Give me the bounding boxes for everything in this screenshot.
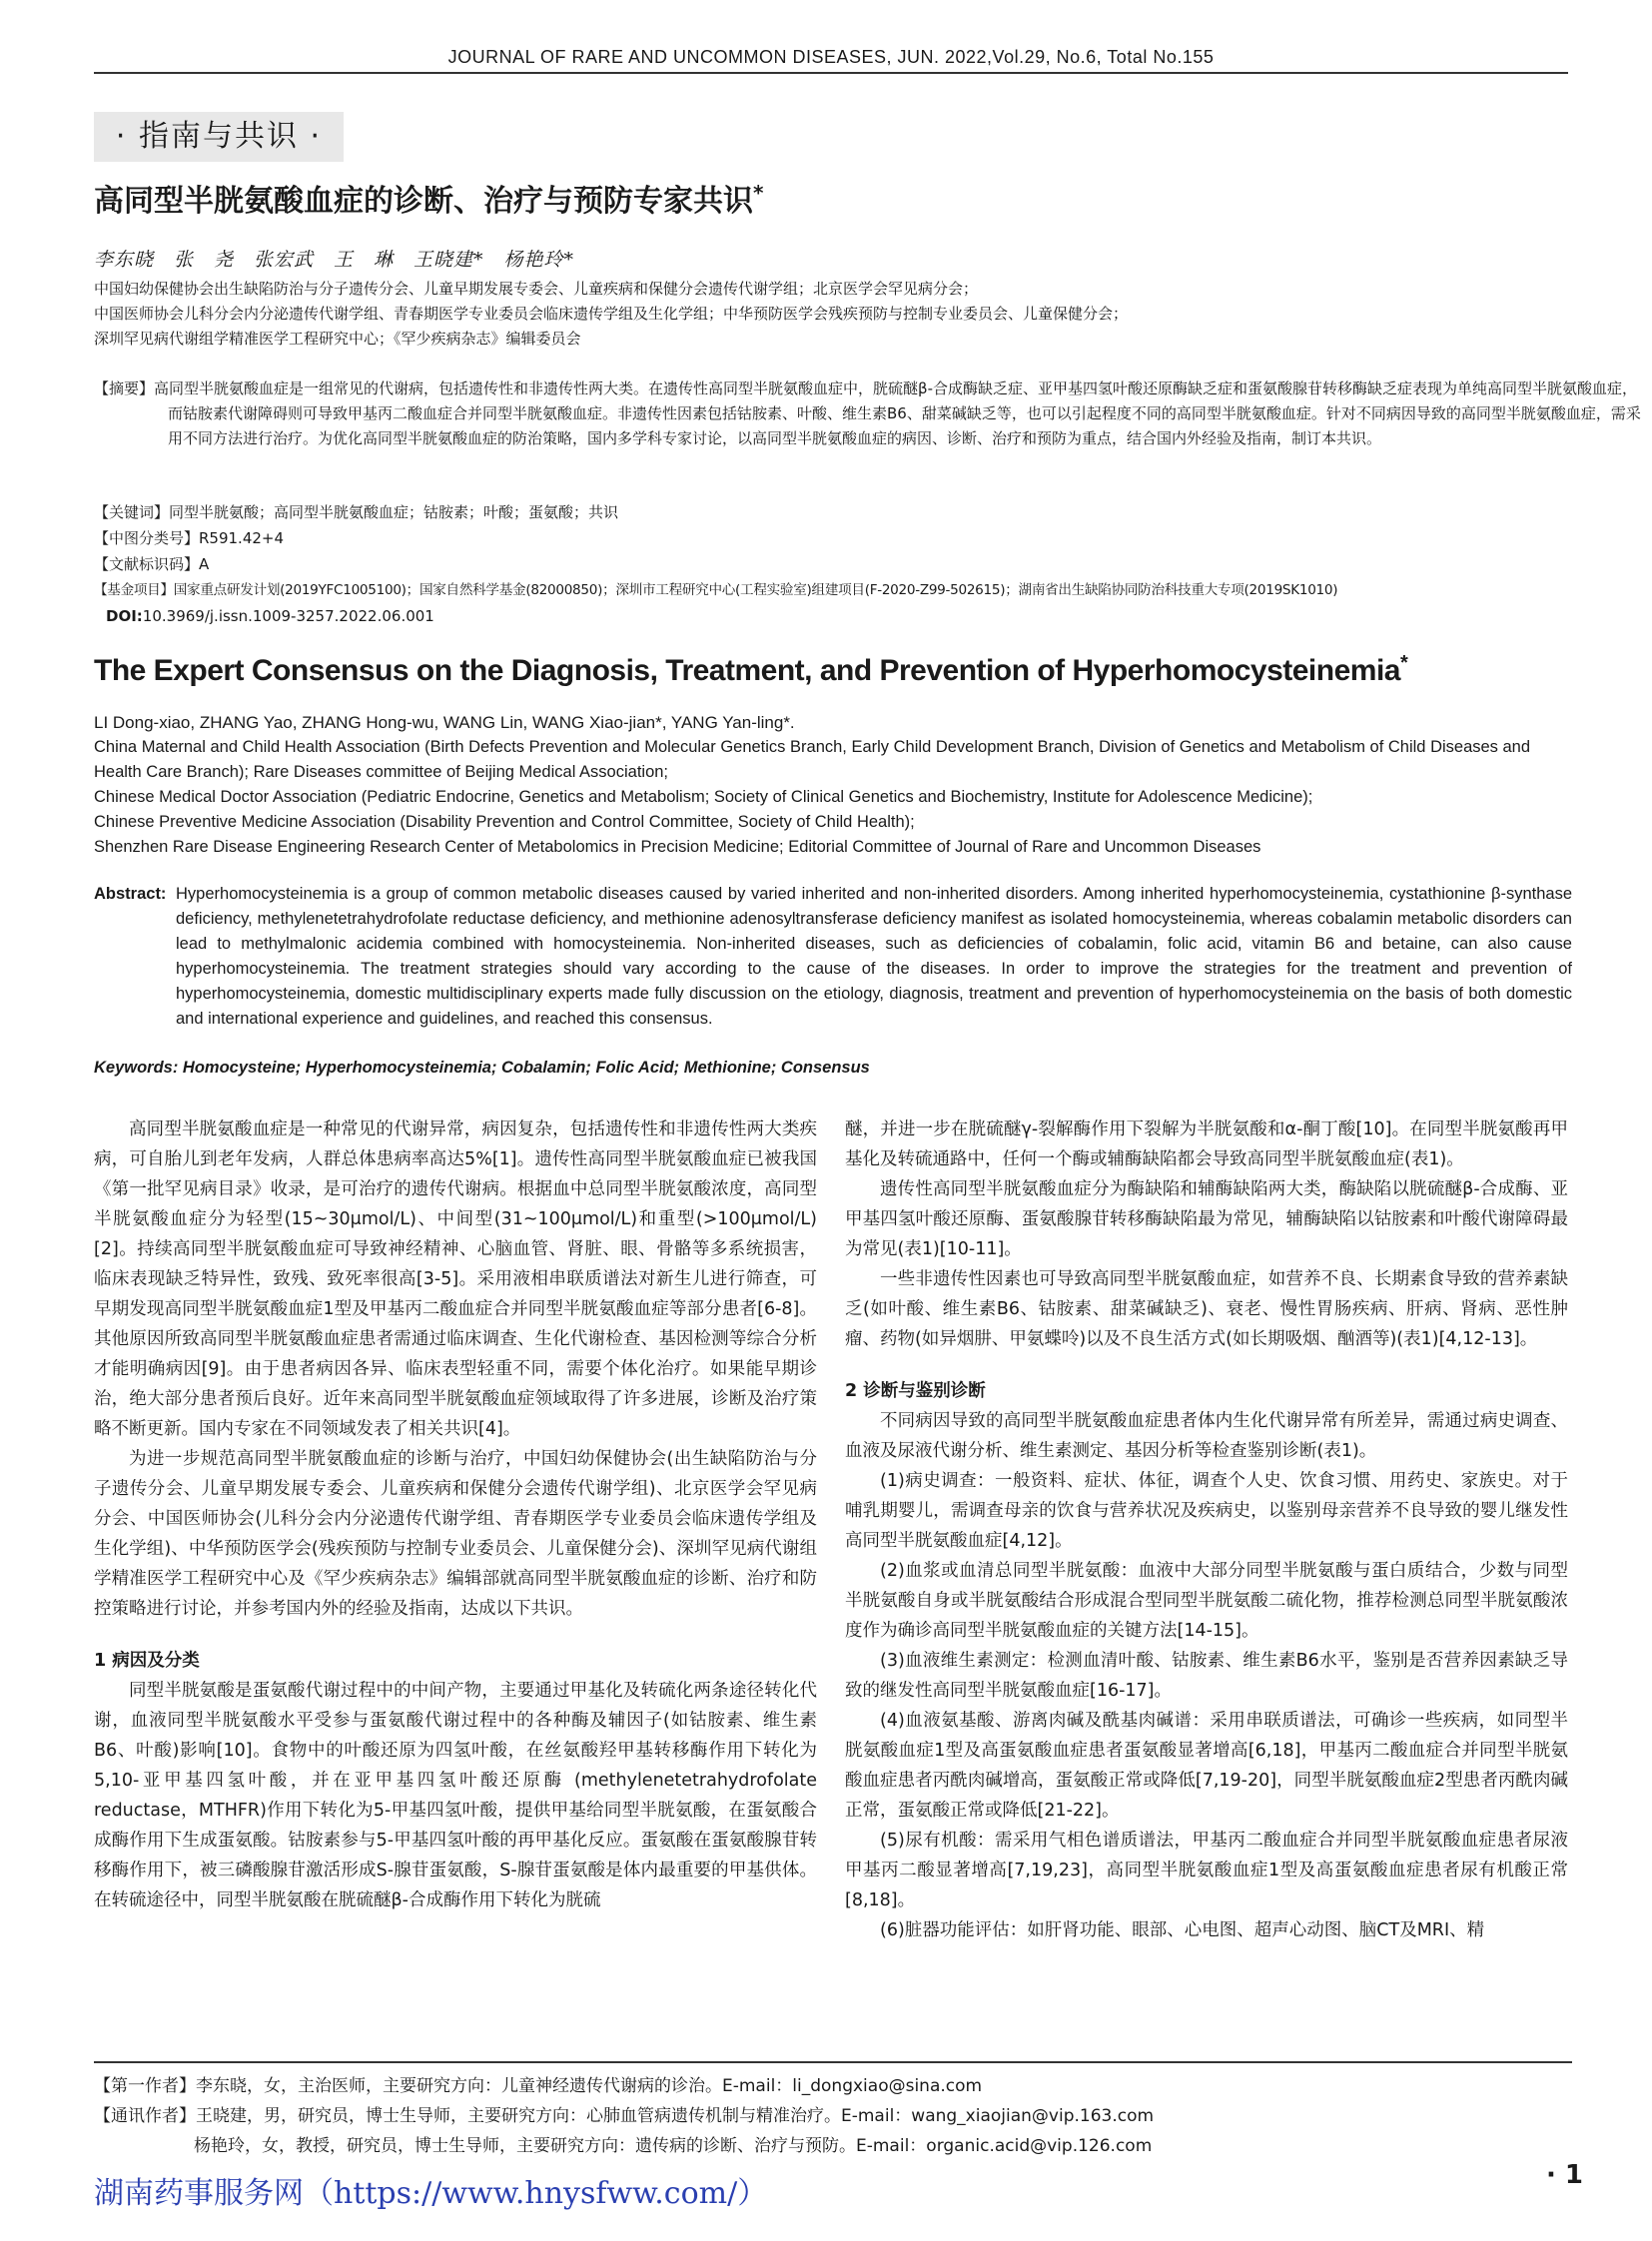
- paragraph: (6)脏器功能评估：如肝肾功能、眼部、心电图、超声心动图、脑CT及MRI、精: [880, 1920, 1485, 1940]
- en-title-text: The Expert Consensus on the Diagnosis, Treatment, and Prevention of Hyperhomocysteinemia: [94, 654, 1400, 687]
- en-affiliation: Shenzhen Rare Disease Engineering Research Center of Metabolomics in Precision Medicine; Editorial Committee of Journal of Rare and Uncommon Diseases: [94, 838, 1261, 856]
- cn-abstract: [94, 376, 1646, 451]
- page-number: · 1: [1546, 2160, 1584, 2190]
- paragraph: 一些非遗传性因素也可导致高同型半胱氨酸血症，如营养不良、长期素食导致的营养素缺乏(如叶酸、维生素B6、钴胺素、甜菜碱缺乏)、衰老、慢性胃肠疾病、肝病、肾病、恶性肿瘤、药物(如异烟肼、甲氨蝶呤)以及不良生活方式(如长期吸烟、酗酒等)(表1)[4,12-13]。: [845, 1269, 1568, 1349]
- cn-clc: 【中图分类号】R591.42+4: [94, 529, 285, 547]
- en-affiliations: [94, 735, 1572, 860]
- cn-title-mark: *: [753, 181, 764, 205]
- paragraph: (4)血液氨基酸、游离肉碱及酰基肉碱谱：采用串联质谱法，可确诊一些疾病，如同型半胱氨酸血症1型及高蛋氨酸血症患者蛋氨酸显著增高[6,18]，甲基丙二酸血症合并同型半胱氨酸血症患者丙酰肉碱增高，蛋氨酸正常或降低[7,19-20]，同型半胱氨酸血症2型患者丙酰肉碱正常，蛋氨酸正常或降低[21-22]。: [845, 1711, 1568, 1821]
- en-title-mark: *: [1399, 652, 1408, 674]
- en-abstract: [94, 882, 1572, 1032]
- cn-doc-code: 【文献标识码】A: [94, 555, 210, 573]
- corresponding-author-note: 杨艳玲，女，教授，研究员，博士生导师，主要研究方向：遗传病的诊断、治疗与预防。E-mail：organic.acid@vip.126.com: [194, 2136, 1153, 2156]
- en-affiliation: Chinese Medical Doctor Association (Pediatric Endocrine, Genetics and Metabolism; Society of Clinical Genetics and Biochemistry, Institute for Adolescence Medicine);: [94, 788, 1313, 806]
- paragraph: 同型半胱氨酸是蛋氨酸代谢过程中的中间产物，主要通过甲基化及转硫化两条途径转化代谢，血液同型半胱氨酸水平受参与蛋氨酸代谢过程中的各种酶及辅因子(如钴胺素、维生素B6、叶酸)影响[10]。食物中的叶酸还原为四氢叶酸，在丝氨酸羟甲基转移酶作用下转化为5,10-亚甲基四氢叶酸，并在亚甲基四氢叶酸还原酶 (methylenetetrahydrofolate reductase，MTHFR)作用下转化为5-甲基四氢叶酸，提供甲基给同型半胱氨酸，在蛋氨酸合成酶作用下生成蛋氨酸。钴胺素参与5-甲基四氢叶酸的再甲基化反应。蛋氨酸在蛋氨酸腺苷转移酶作用下，被三磷酸腺苷激活形成S-腺苷蛋氨酸，S-腺苷蛋氨酸是体内最重要的甲基供体。在转硫途径中，同型半胱氨酸在胱硫醚β-合成酶作用下转化为胱硫: [94, 1681, 817, 1910]
- body-left-column: [94, 1115, 817, 1915]
- doi-value[interactable]: 10.3969/j.issn.1009-3257.2022.06.001: [142, 607, 434, 625]
- en-keywords: Keywords: Homocysteine; Hyperhomocysteinemia; Cobalamin; Folic Acid; Methionine; Consensus: [94, 1059, 870, 1077]
- en-affiliation: Chinese Preventive Medicine Association (Disability Prevention and Control Committee, Society of Child Health);: [94, 813, 915, 831]
- journal-header: JOURNAL OF RARE AND UNCOMMON DISEASES, JUN. 2022,Vol.29, No.6, Total No.155: [94, 42, 1568, 74]
- cn-abstract-text: 高同型半胱氨酸血症是一组常见的代谢病，包括遗传性和非遗传性两大类。在遗传性高同型半胱氨酸血症中，胱硫醚β-合成酶缺乏症、亚甲基四氢叶酸还原酶缺乏症和蛋氨酸腺苷转移酶缺乏症表现为单纯高同型半胱氨酸血症，而钴胺素代谢障碍则可导致甲基丙二酸血症合并同型半胱氨酸血症。非遗传性因素包括钴胺素、叶酸、维生素B6、甜菜碱缺乏等，也可以引起程度不同的高同型半胱氨酸血症。针对不同病因导致的高同型半胱氨酸血症，需采用不同方法进行治疗。为优化高同型半胱氨酸血症的防治策略，国内多学科专家讨论，以高同型半胱氨酸血症的病因、诊断、治疗和预防为重点，结合国内外经验及指南，制订本共识。: [154, 379, 1641, 447]
- section-tag: · 指南与共识 ·: [94, 112, 344, 162]
- cn-authors: 李东晓 张 尧 张宏武 王 琳 王晓建* 杨艳玲*: [94, 249, 575, 271]
- doi-label: DOI:: [106, 607, 143, 625]
- cn-affiliation: 中国妇幼保健协会出生缺陷防治与分子遗传分会、儿童早期发展专委会、儿童疾病和保健分会遗传代谢学组；北京医学会罕见病分会；: [94, 280, 979, 298]
- paragraph: (5)尿有机酸：需采用气相色谱质谱法，甲基丙二酸血症合并同型半胱氨酸血症患者尿液甲基丙二酸显著增高[7,19,23]，高同型半胱氨酸血症1型及高蛋氨酸血症患者尿有机酸正常[8,18]。: [845, 1831, 1568, 1910]
- en-title: [94, 650, 1407, 692]
- cn-doi: [94, 603, 1572, 629]
- paragraph: 醚，并进一步在胱硫醚γ-裂解酶作用下裂解为半胱氨酸和α-酮丁酸[10]。在同型半胱氨酸再甲基化及转硫通路中，任何一个酶或辅酶缺陷都会导致高同型半胱氨酸血症(表1)。: [845, 1120, 1568, 1169]
- cn-title: [94, 182, 763, 222]
- author-footnotes: [94, 2061, 1572, 2161]
- website-watermark[interactable]: 湖南药事服务网（https://www.hnysfww.com/）: [94, 2176, 768, 2211]
- cn-title-text: 高同型半胱氨酸血症的诊断、治疗与预防专家共识: [94, 184, 753, 219]
- corresponding-author-note: 【通讯作者】王晓建，男，研究员，博士生导师，主要研究方向：心肺血管病遗传机制与精准治疗。E-mail：wang_xiaojian@vip.163.com: [94, 2106, 1155, 2126]
- section-heading: 1 病因及分类: [94, 1651, 200, 1671]
- cn-abstract-label: 【摘要】: [94, 379, 155, 397]
- cn-affiliations: [94, 277, 1572, 352]
- paragraph: 为进一步规范高同型半胱氨酸血症的诊断与治疗，中国妇幼保健协会(出生缺陷防治与分子遗传分会、儿童早期发展专委会、儿童疾病和保健分会遗传代谢学组)、北京医学会罕见病分会、中国医师协会(儿科分会内分泌遗传代谢学组、青春期医学专业委员会临床遗传学组及生化学组)、中华预防医学会(残疾预防与控制专业委员会、儿童保健分会)、深圳罕见病代谢组学精准医学工程研究中心及《罕少疾病杂志》编辑部就高同型半胱氨酸血症的诊断、治疗和防控策略进行讨论，并参考国内外的经验及指南，达成以下共识。: [94, 1449, 817, 1619]
- cn-keywords: 【关键词】同型半胱氨酸；高同型半胱氨酸血症；钴胺素；叶酸；蛋氨酸；共识: [94, 503, 619, 521]
- en-authors: LI Dong-xiao, ZHANG Yao, ZHANG Hong-wu, WANG Lin, WANG Xiao-jian*, YANG Yan-ling*.: [94, 713, 795, 732]
- cn-affiliation: 中国医师协会儿科分会内分泌遗传代谢学组、青春期医学专业委员会临床遗传学组及生化学组；中华预防医学会残疾预防与控制专业委员会、儿童保健分会；: [94, 305, 1129, 323]
- paragraph: 遗传性高同型半胱氨酸血症分为酶缺陷和辅酶缺陷两大类，酶缺陷以胱硫醚β-合成酶、亚甲基四氢叶酸还原酶、蛋氨酸腺苷转移酶缺陷最为常见，辅酶缺陷以钴胺素和叶酸代谢障碍最为常见(表1)[10-11]。: [845, 1179, 1568, 1259]
- first-author-note: 【第一作者】李东晓，女，主治医师，主要研究方向：儿童神经遗传代谢病的诊治。E-mail：li_dongxiao@sina.com: [94, 2076, 983, 2096]
- body-right-column: [845, 1115, 1568, 1945]
- cn-affiliation: 深圳罕见病代谢组学精准医学工程研究中心；《罕少疾病杂志》编辑委员会: [94, 330, 581, 348]
- paragraph: (2)血浆或血清总同型半胱氨酸：血液中大部分同型半胱氨酸与蛋白质结合，少数与同型半胱氨酸自身或半胱氨酸结合形成混合型同型半胱氨酸二硫化物，推荐检测总同型半胱氨酸浓度作为确诊高同型半胱氨酸血症的关键方法[14-15]。: [845, 1561, 1568, 1641]
- paragraph: (3)血液维生素测定：检测血清叶酸、钴胺素、维生素B6水平，鉴别是否营养因素缺乏导致的继发性高同型半胱氨酸血症[16-17]。: [845, 1651, 1568, 1701]
- paragraph: 不同病因导致的高同型半胱氨酸血症患者体内生化代谢异常有所差异，需通过病史调查、血液及尿液代谢分析、维生素测定、基因分析等检查鉴别诊断(表1)。: [845, 1411, 1568, 1461]
- en-affiliation: China Maternal and Child Health Association (Birth Defects Prevention and Molecular Genetics Branch, Early Child Development Branch, Division of Genetics and Metabolism of Child Diseases and Health Care Branch); Rare Diseases committee of Beijing Medical Association;: [94, 738, 1531, 781]
- cn-fund: 【基金项目】国家重点研发计划(2019YFC1005100)；国家自然科学基金(82000850)；深圳市工程研究中心(工程实验室)组建项目(F-2020-Z99-502615)；湖南省出生缺陷协同防治科技重大专项(2019SK1010): [94, 582, 1338, 598]
- paragraph: 高同型半胱氨酸血症是一种常见的代谢异常，病因复杂，包括遗传性和非遗传性两大类疾病，可自胎儿到老年发病，人群总体患病率高达5%[1]。遗传性高同型半胱氨酸血症已被我国《第一批罕见病目录》收录，是可治疗的遗传代谢病。根据血中总同型半胱氨酸浓度，高同型半胱氨酸血症分为轻型(15~30μmol/L)、中间型(31~100μmol/L)和重型(>100μmol/L)[2]。持续高同型半胱氨酸血症可导致神经精神、心脑血管、肾脏、眼、骨骼等多系统损害，临床表现缺乏特异性，致残、致死率很高[3-5]。采用液相串联质谱法对新生儿进行筛查，可早期发现高同型半胱氨酸血症1型及甲基丙二酸血症合并同型半胱氨酸血症等部分患者[6-8]。其他原因所致高同型半胱氨酸血症患者需通过临床调查、生化代谢检查、基因检测等综合分析才能明确病因[9]。由于患者病因各异、临床表型轻重不同，需要个体化治疗。如果能早期诊治，绝大部分患者预后良好。近年来高同型半胱氨酸血症领域取得了许多进展，诊断及治疗策略不断更新。国内专家在不同领域发表了相关共识[4]。: [94, 1120, 817, 1439]
- en-abstract-text: Hyperhomocysteinemia is a group of common metabolic diseases caused by varied inherited and non-inherited disorders. Among inherited hyperhomocysteinemia, cystathionine β-synthase deficiency, methylenetetrahydrofolate reductase deficiency, and methionine adenosyltransferase deficiency manifest as isolated homocysteinemia, whereas cobalamin metabolic disorders can lead to methylmalonic acidemia combined with homocysteinemia. Non-inherited diseases, such as deficiencies of cobalamin, folic acid, vitamin B6 and betaine, can also cause hyperhomocysteinemia. The treatment strategies should vary according to the cause of the diseases. In order to improve the strategies for the treatment and prevention of hyperhomocysteinemia, domestic multidisciplinary experts made fully discussion on the etiology, diagnosis, treatment and prevention of hyperhomocysteinemia on the basis of both domestic and international experience and guidelines, and reached this consensus.: [176, 885, 1572, 1028]
- cn-meta: [94, 499, 1572, 629]
- paragraph: (1)病史调查：一般资料、症状、体征，调查个人史、饮食习惯、用药史、家族史。对于哺乳期婴儿，需调查母亲的饮食与营养状况及疾病史，以鉴别母亲营养不良导致的婴儿继发性高同型半胱氨酸血症[4,12]。: [845, 1471, 1568, 1551]
- section-heading: 2 诊断与鉴别诊断: [845, 1381, 986, 1401]
- en-abstract-label: Abstract:: [94, 885, 167, 903]
